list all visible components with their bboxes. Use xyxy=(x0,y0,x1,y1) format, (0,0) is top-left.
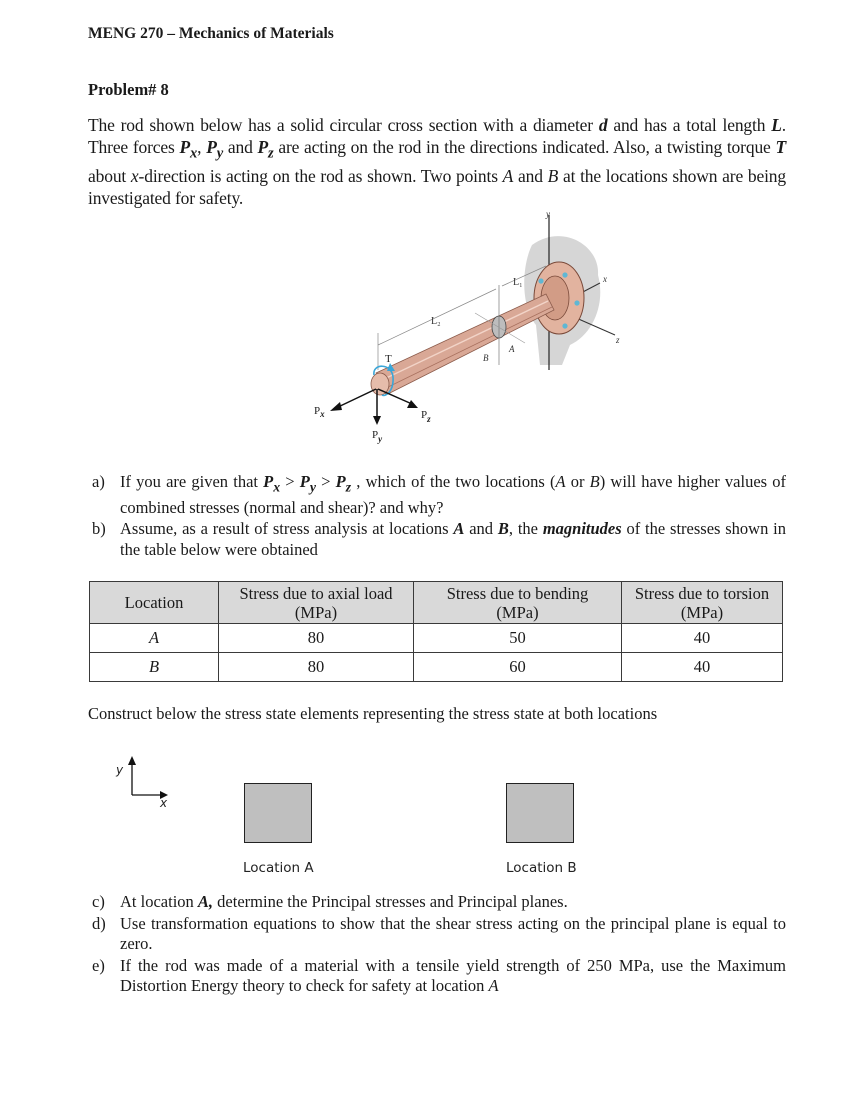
header-axial: Stress due to axial load (MPa) xyxy=(219,582,414,624)
course-title: MENG 270 – Mechanics of Materials xyxy=(88,25,334,42)
point-b-label: B xyxy=(483,353,489,363)
xy-axes-icon xyxy=(112,755,172,807)
bolt xyxy=(562,323,567,328)
table-header-row xyxy=(90,582,783,624)
question-a: a) If you are given that $P_x > P_y > P_z$ , which of the two locations (A or B) will have higher values of combined stresses (normal and shear)? and why? xyxy=(92,472,786,517)
cell-torsion: 40 xyxy=(622,653,783,682)
location-b-label: Location B xyxy=(506,860,577,876)
cell-torsion: 40 xyxy=(622,624,783,653)
question-e: e) If the rod was made of a material with a tensile yield strength of 250 MPa, use the Maximum Distortion Energy theory to check for safety at location A xyxy=(92,955,786,995)
rod-diagram xyxy=(300,205,640,455)
force-py-label: $P_y$ xyxy=(372,429,383,444)
force-px-label: $P_x$ xyxy=(314,405,325,419)
force-pz-label: $P_z$ xyxy=(421,409,431,424)
cell-bending: 50 xyxy=(414,624,622,653)
location-a-label: Location A xyxy=(243,860,314,876)
stress-element-b xyxy=(506,783,574,843)
cell-location: B xyxy=(90,653,219,682)
bolt xyxy=(562,272,567,277)
problem-number: Problem# 8 xyxy=(88,80,169,99)
axis-y-label: y xyxy=(116,763,124,777)
header-torsion: Stress due to torsion (MPa) xyxy=(622,582,783,624)
stress-element-a xyxy=(244,783,312,843)
dimension-l2: L₂ xyxy=(431,316,441,327)
header-location: Location xyxy=(90,582,219,624)
question-b: b) Assume, as a result of stress analysis at locations A and B, the magnitudes of the stresses shown in the table below were obtained xyxy=(92,519,786,559)
table-row xyxy=(90,653,783,682)
table-row xyxy=(90,624,783,653)
question-d: d) Use transformation equations to show that the shear stress acting on the principal plane is equal to zero. xyxy=(92,913,786,953)
question-c: c) At location A, determine the Principal stresses and Principal planes. xyxy=(92,892,568,911)
cell-axial: 80 xyxy=(219,653,414,682)
header-bending: Stress due to bending (MPa) xyxy=(414,582,622,624)
axis-label-y: y xyxy=(546,209,550,219)
questions-ab xyxy=(92,472,786,561)
construct-instruction: Construct below the stress state elements representing the stress state at both locations xyxy=(88,704,658,723)
axis-label-z: z xyxy=(616,335,620,345)
force-px-arrow xyxy=(330,402,342,411)
torque-label: T xyxy=(385,353,392,365)
cell-location: A xyxy=(90,624,219,653)
bolt xyxy=(574,300,579,305)
questions-ce xyxy=(92,892,786,998)
cell-axial: 80 xyxy=(219,624,414,653)
force-pz-arrow xyxy=(407,400,418,408)
stress-table xyxy=(89,581,783,682)
dimension-l1: L₁ xyxy=(513,277,523,288)
cell-bending: 60 xyxy=(414,653,622,682)
axis-x-label: x xyxy=(160,796,168,807)
axis-label-x: x xyxy=(603,274,607,284)
problem-statement: The rod shown below has a solid circular cross section with a diameter d and has a total length L. Three forces $P_x$, $P_y$ and $P_z$ are acting on the rod in the directions indicated. Also, a twisting torque T about x-direction is acting on the rod as shown. Two points A and B at the locations shown are being investigated for safety. xyxy=(88,115,787,208)
bolt xyxy=(538,278,543,283)
force-py-arrow xyxy=(373,416,381,425)
point-a-label: A xyxy=(509,344,515,354)
